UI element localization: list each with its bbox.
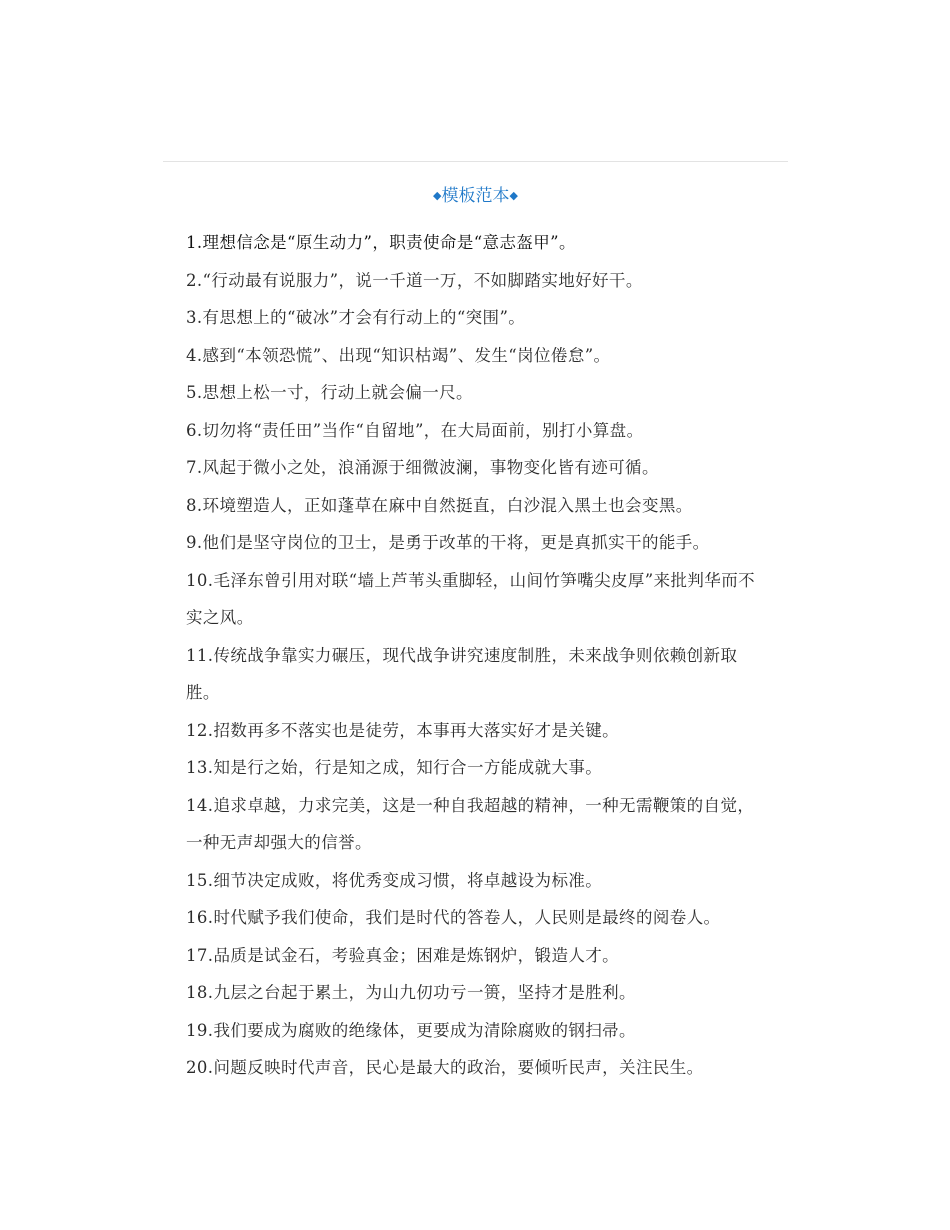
section-heading: [163, 183, 788, 209]
list-item: 5.思想上松一寸，行动上就会偏一尺。: [186, 383, 473, 402]
list-item: 8.环境塑造人，正如蓬草在麻中自然挺直，白沙混入黑土也会变黑。: [186, 495, 693, 515]
divider: [163, 161, 788, 162]
quote-list: [186, 224, 760, 1087]
list-item: 12.招数再多不落实也是徒劳，本事再大落实好才是关键。: [186, 720, 620, 740]
list-item: 4.感到“本领恐慌”、出现“知识枯竭”、发生“岗位倦怠”。: [186, 345, 611, 365]
list-item: 9.他们是坚守岗位的卫士，是勇于改革的干将，更是真抓实干的能手。: [186, 533, 710, 552]
list-item: 11.传统战争靠实力碾压，现代战争讲究速度制胜，未来战争则依赖创新取胜。: [186, 645, 738, 702]
list-item: 13.知是行之始，行是知之成，知行合一方能成就大事。: [186, 758, 603, 777]
list-item: 2.“行动最有说服力”，说一千道一万，不如脚踏实地好好干。: [186, 270, 643, 290]
list-item: 7.风起于微小之处，浪涌源于细微波澜，事物变化皆有迹可循。: [186, 458, 659, 477]
list-item: 3.有思想上的“破冰”才会有行动上的“突围”。: [186, 308, 526, 327]
diamond-right-icon: ◆: [509, 189, 518, 202]
list-item: 15.细节决定成败，将优秀变成习惯，将卓越设为标准。: [186, 870, 603, 890]
list-item: 19.我们要成为腐败的绝缘体，更要成为清除腐败的钢扫帚。: [186, 1020, 636, 1040]
list-item: 10.毛泽东曾引用对联“墙上芦苇头重脚轻，山间竹笋嘴尖皮厚”来批判华而不实之风。: [186, 570, 756, 627]
list-item: 20.问题反映时代声音，民心是最大的政治，要倾听民声，关注民生。: [186, 1058, 704, 1077]
heading-title: 模板范本: [441, 186, 510, 206]
list-item: 1.理想信念是“原生动力”，职责使命是“意志盔甲”。: [186, 233, 576, 252]
list-item: 14.追求卓越，力求完美，这是一种自我超越的精神，一种无需鞭策的自觉，一种无声却强大的信誉。: [186, 795, 755, 852]
list-item: 16.时代赋予我们使命，我们是时代的答卷人，人民则是最终的阅卷人。: [186, 908, 721, 927]
list-item: 6.切勿将“责任田”当作“自留地”，在大局面前，别打小算盘。: [186, 420, 644, 440]
diamond-left-icon: ◆: [433, 189, 442, 202]
list-item: 17.品质是试金石，考验真金；困难是炼钢炉，锻造人才。: [186, 945, 620, 965]
list-item: 18.九层之台起于累土，为山九仞功亏一篑，坚持才是胜利。: [186, 983, 636, 1002]
